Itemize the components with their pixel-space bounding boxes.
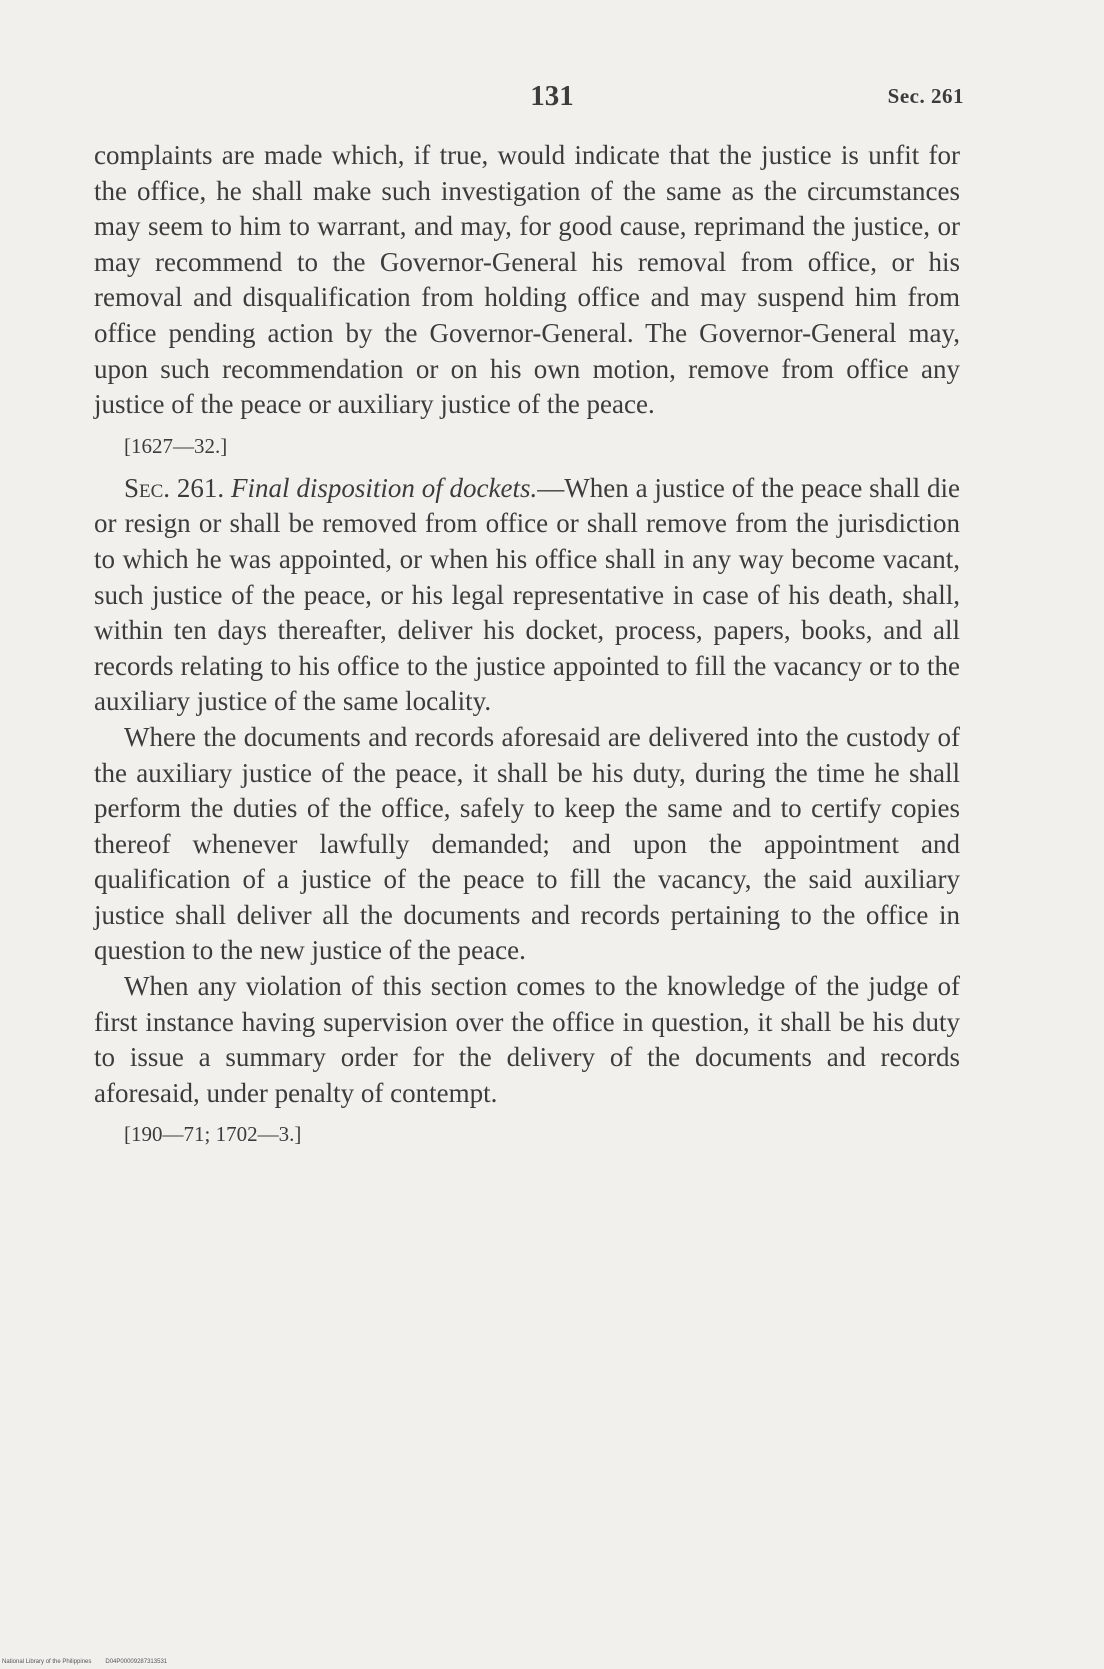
page-number: 131 xyxy=(530,80,574,112)
paragraph: Where the documents and records aforesaid are delivered into the custody of the auxiliary justice of the peace, it shall be his duty, during the time he shall perform the duties of the office, safely to keep the same and to certify copies thereof whenever lawfully demanded; and upon the appointment and qualification of a justice of the peace to fill the vacancy, the said auxiliary justice shall deliver all the documents and records pertaining to the office in question to the new justice of the peace. xyxy=(94,721,960,966)
document-body xyxy=(94,138,960,1159)
section-title: Final disposition of dockets. xyxy=(231,472,538,503)
section-reference: Sec. 261 xyxy=(887,84,964,108)
section-label: Sec. 261. xyxy=(124,472,225,503)
citation: [1627—32.] xyxy=(124,433,228,458)
scan-identifier: D04P00009287313531 xyxy=(105,1659,168,1665)
section-text: —When a justice of the peace shall die or resign or shall be removed from office or shall remove from the jurisdiction to which he was appointed, or when his office shall in any way become vacant, such justice of the peace, or his legal representative in case of his death, shall, within ten days thereafter, deliver his docket, process, papers, books, and all records relating to his office to the justice appointed to fill the vacancy or to the auxiliary justice of the same locality. xyxy=(94,472,961,717)
library-credit: National Library of the Philippines xyxy=(2,1659,92,1665)
section-261-paragraph xyxy=(94,471,960,720)
citation: [190—71; 1702—3.] xyxy=(124,1122,302,1147)
paragraph-continuation: complaints are made which, if true, would indicate that the justice is unfit for the office, he shall make such investigation of the same as the circumstances may seem to him to warrant, and may, for good cause, reprimand the justice, or may recommend to the Governor-General his removal from office, or his removal and disqualification from holding office and may suspend him from office pending action by the Governor-General. The Governor-General may, upon such recommendation or on his own motion, remove from office any justice of the peace or auxiliary justice of the peace. xyxy=(94,140,960,420)
paragraph: When any violation of this section comes to the knowledge of the judge of first instance having supervision over the office in question, it shall be his duty to issue a summary order for the delivery of the documents and records aforesaid, under penalty of contempt. xyxy=(94,971,960,1108)
scan-footer xyxy=(2,1659,167,1665)
